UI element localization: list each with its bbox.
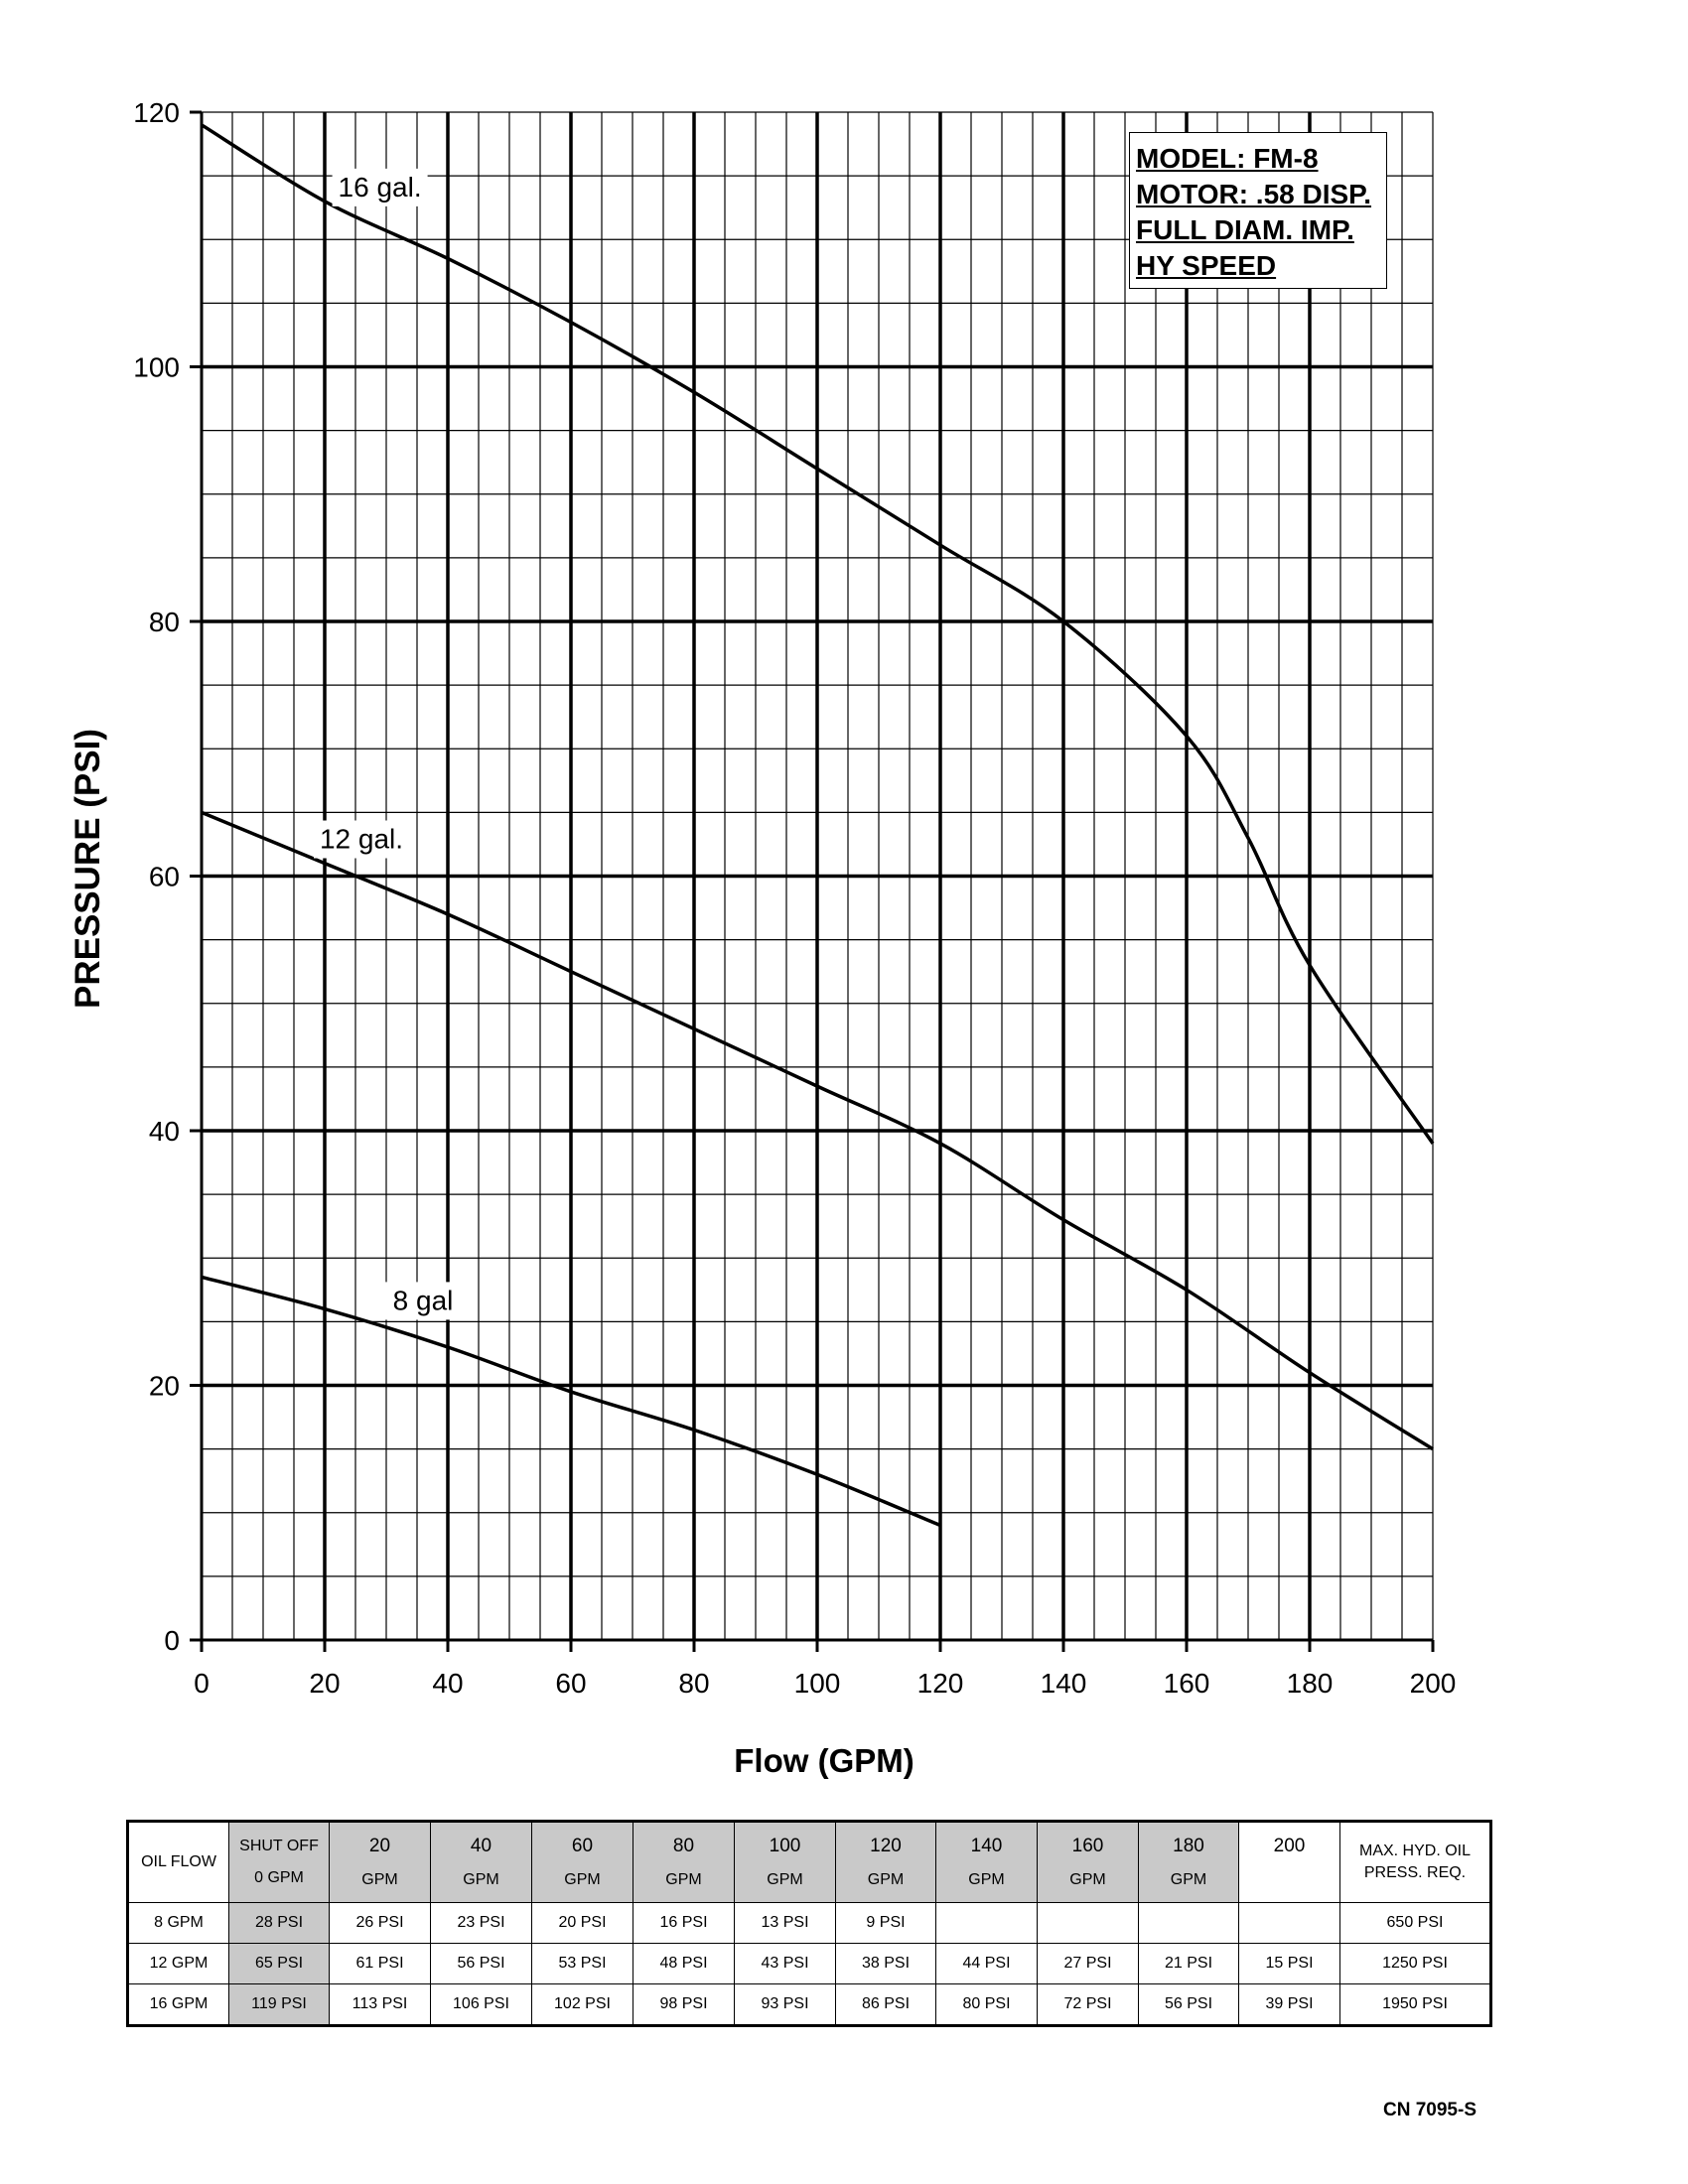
table-cell: 106 PSI xyxy=(431,1984,532,2026)
table-header-cell: OIL FLOW xyxy=(128,1822,229,1903)
table-row xyxy=(128,1944,1491,1984)
table-cell: 119 PSI xyxy=(229,1984,330,2026)
table-cell xyxy=(1038,1903,1139,1944)
table-header-cell: SHUT OFF 0 GPM xyxy=(229,1822,330,1903)
table-header-cell: 180 GPM xyxy=(1139,1822,1239,1903)
x-tick-label: 80 xyxy=(678,1668,710,1699)
table-cell: 9 PSI xyxy=(836,1903,936,1944)
table-header-cell: MAX. HYD. OIL PRESS. REQ. xyxy=(1340,1822,1491,1903)
table-cell: 98 PSI xyxy=(633,1984,735,2026)
y-tick-label: 60 xyxy=(148,861,180,892)
table-cell: 113 PSI xyxy=(330,1984,431,2026)
table-cell: 21 PSI xyxy=(1139,1944,1239,1984)
x-tick-label: 60 xyxy=(555,1668,587,1699)
x-tick-label: 0 xyxy=(194,1668,210,1699)
table-header-cell: 40 GPM xyxy=(431,1822,532,1903)
table-header-cell: 160 GPM xyxy=(1038,1822,1139,1903)
x-tick-label: 20 xyxy=(309,1668,341,1699)
y-tick-label: 100 xyxy=(133,351,180,383)
table-header-cell: 60 GPM xyxy=(532,1822,633,1903)
table-cell: 93 PSI xyxy=(735,1984,836,2026)
table-cell: 56 PSI xyxy=(1139,1984,1239,2026)
x-tick-label: 140 xyxy=(1040,1668,1087,1699)
chart-grid xyxy=(202,112,1433,1640)
table-cell: 16 PSI xyxy=(633,1903,735,1944)
y-axis-title: PRESSURE (PSI) xyxy=(69,729,107,1009)
table-cell: 38 PSI xyxy=(836,1944,936,1984)
table-cell: 27 PSI xyxy=(1038,1944,1139,1984)
motor-label: MOTOR: .58 DISP. xyxy=(1136,179,1372,209)
table-header-row xyxy=(128,1822,1491,1903)
table-cell xyxy=(1139,1903,1239,1944)
y-tick-label: 80 xyxy=(148,607,180,637)
chart-axes xyxy=(133,97,1456,1699)
table-cell: 56 PSI xyxy=(431,1944,532,1984)
table-cell: 16 GPM xyxy=(128,1984,229,2026)
table-row xyxy=(128,1903,1491,1944)
x-axis-title: Flow (GPM) xyxy=(734,1742,914,1779)
y-tick-label: 40 xyxy=(148,1116,180,1147)
table-header-cell: 20 GPM xyxy=(330,1822,431,1903)
table-header-cell: 200 xyxy=(1239,1822,1340,1903)
table-cell: 53 PSI xyxy=(532,1944,633,1984)
table-header-cell: 80 GPM xyxy=(633,1822,735,1903)
document-code: CN 7095-S xyxy=(1383,2100,1477,2120)
table-cell: 61 PSI xyxy=(330,1944,431,1984)
table-cell xyxy=(936,1903,1038,1944)
table-cell: 650 PSI xyxy=(1340,1903,1491,1944)
table-header-cell: 120 GPM xyxy=(836,1822,936,1903)
x-tick-label: 200 xyxy=(1409,1668,1457,1699)
table-cell: 48 PSI xyxy=(633,1944,735,1984)
table-header-cell: 140 GPM xyxy=(936,1822,1038,1903)
series-label: 12 gal. xyxy=(319,823,404,855)
x-tick-label: 40 xyxy=(432,1668,464,1699)
performance-table xyxy=(126,1820,1492,2027)
table-header-cell: 100 GPM xyxy=(735,1822,836,1903)
table-cell: 20 PSI xyxy=(532,1903,633,1944)
table-cell: 8 GPM xyxy=(128,1903,229,1944)
table-cell: 15 PSI xyxy=(1239,1944,1340,1984)
x-tick-label: 180 xyxy=(1286,1668,1334,1699)
table-cell: 39 PSI xyxy=(1239,1984,1340,2026)
table-cell: 28 PSI xyxy=(229,1903,330,1944)
table-cell: 72 PSI xyxy=(1038,1984,1139,2026)
table-row xyxy=(128,1984,1491,2026)
y-tick-label: 120 xyxy=(133,97,180,128)
table-cell xyxy=(1239,1903,1340,1944)
x-tick-label: 100 xyxy=(793,1668,841,1699)
table-cell: 26 PSI xyxy=(330,1903,431,1944)
table-cell: 44 PSI xyxy=(936,1944,1038,1984)
impeller-label: FULL DIAM. IMP. xyxy=(1136,214,1354,245)
x-tick-label: 120 xyxy=(916,1668,964,1699)
table-cell: 86 PSI xyxy=(836,1984,936,2026)
table-cell: 12 GPM xyxy=(128,1944,229,1984)
x-tick-label: 160 xyxy=(1163,1668,1210,1699)
series-label: 16 gal. xyxy=(338,171,422,203)
table-cell: 23 PSI xyxy=(431,1903,532,1944)
y-tick-label: 20 xyxy=(148,1370,180,1402)
table-cell: 80 PSI xyxy=(936,1984,1038,2026)
table-cell: 43 PSI xyxy=(735,1944,836,1984)
table-cell: 1950 PSI xyxy=(1340,1984,1491,2026)
table-cell: 13 PSI xyxy=(735,1903,836,1944)
series-label: 8 gal xyxy=(392,1285,454,1316)
table-cell: 65 PSI xyxy=(229,1944,330,1984)
model-info-box xyxy=(1129,132,1387,289)
speed-label: HY SPEED xyxy=(1136,250,1277,281)
model-label: MODEL: FM-8 xyxy=(1136,143,1319,174)
table-cell: 102 PSI xyxy=(532,1984,633,2026)
y-tick-label: 0 xyxy=(164,1625,180,1656)
table-cell: 1250 PSI xyxy=(1340,1944,1491,1984)
